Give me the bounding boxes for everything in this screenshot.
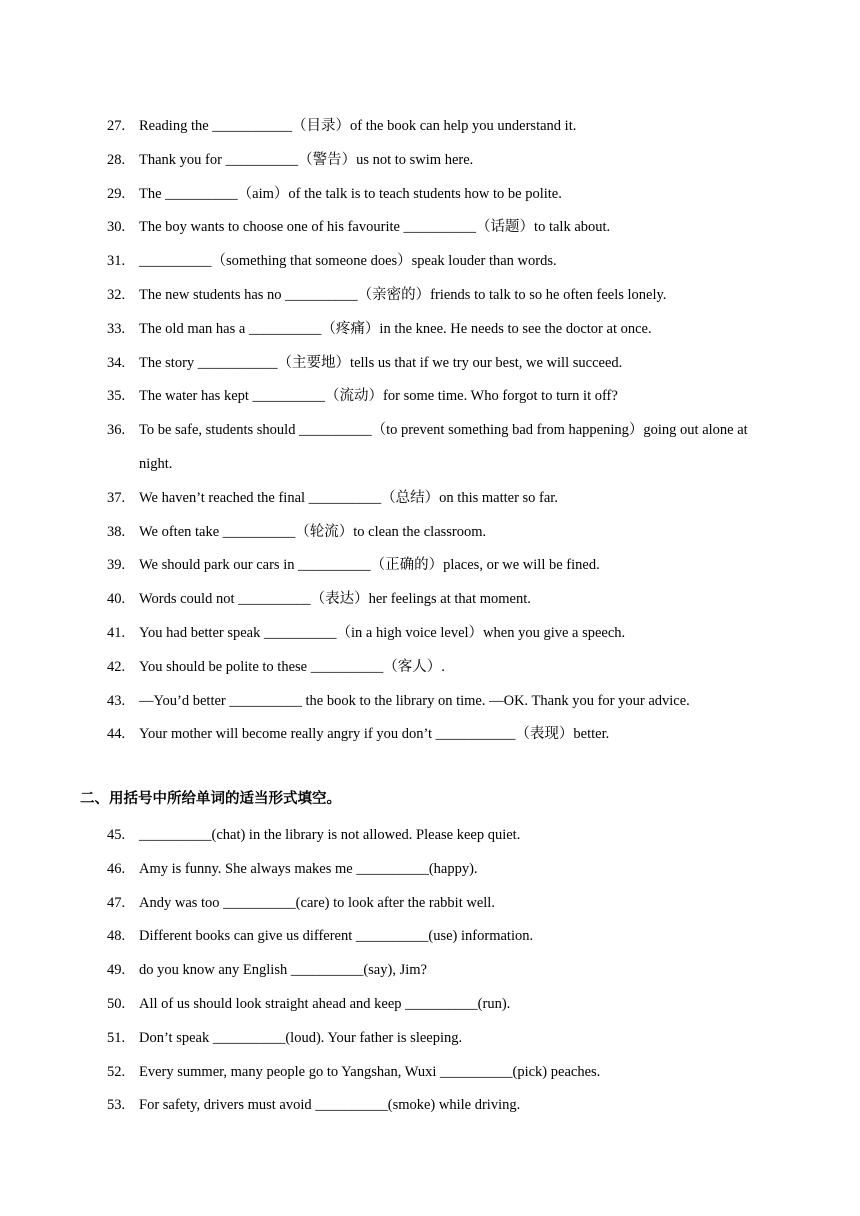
question-list-section-one [0, 110, 860, 752]
question-item [0, 651, 779, 685]
question-text: Different books can give us different __________(use) information. [139, 928, 534, 945]
question-item [0, 549, 779, 583]
question-text: __________（something that someone does）speak louder than words. [139, 253, 557, 270]
question-text: Words could not __________（表达）her feelings at that moment. [139, 591, 531, 608]
question-list-section-two [0, 819, 860, 1123]
question-item [0, 988, 779, 1022]
question-text: You should be polite to these __________（客人）. [139, 658, 445, 675]
question-item [0, 516, 779, 550]
question-text: The __________（aim）of the talk is to teach students how to be polite. [139, 185, 562, 202]
question-text: —You’d better __________ the book to the library on time. —OK. Thank you for your advice. [139, 692, 690, 709]
question-number: 47. [107, 894, 126, 911]
question-number: 30. [107, 219, 126, 236]
question-number: 45. [107, 827, 126, 843]
question-text: To be safe, students should __________（to prevent something bad from happening）going out alone at night. [139, 422, 748, 472]
question-number: 40. [107, 591, 126, 608]
question-item [0, 853, 779, 887]
question-item [0, 482, 779, 516]
question-text: Don’t speak __________(loud). Your father is sleeping. [139, 1029, 463, 1046]
question-number: 38. [107, 523, 126, 540]
question-text: For safety, drivers must avoid __________(smoke) while driving. [139, 1097, 521, 1114]
question-number: 33. [107, 320, 126, 337]
question-item [0, 313, 779, 347]
question-number: 42. [107, 658, 126, 675]
question-item [0, 178, 779, 212]
question-item [0, 887, 779, 921]
question-text: All of us should look straight ahead and keep __________(run). [139, 995, 511, 1012]
question-number: 35. [107, 388, 126, 405]
question-text: We haven’t reached the final __________（总结）on this matter so far. [139, 489, 558, 506]
question-item [0, 211, 779, 245]
question-item [0, 617, 779, 651]
question-number: 52. [107, 1063, 126, 1080]
question-item [0, 279, 779, 313]
question-item [0, 1022, 779, 1056]
question-number: 29. [107, 185, 126, 202]
question-number: 50. [107, 995, 126, 1012]
question-text: The water has kept __________（流动）for some time. Who forgot to turn it off? [139, 388, 618, 405]
question-item [0, 1056, 779, 1090]
question-number: 27. [107, 118, 126, 134]
question-text: Andy was too __________(care) to look after the rabbit well. [139, 894, 495, 911]
question-number: 34. [107, 354, 126, 371]
question-item [0, 685, 779, 719]
question-number: 49. [107, 962, 126, 979]
question-number: 51. [107, 1029, 126, 1046]
question-item [0, 718, 779, 752]
question-number: 39. [107, 557, 126, 574]
section-two-heading: 二、用括号中所给单词的适当形式填空。 [80, 791, 341, 807]
question-item [0, 245, 779, 279]
question-text: Amy is funny. She always makes me __________(happy). [139, 860, 478, 877]
question-text: We often take __________（轮流）to clean the classroom. [139, 523, 487, 540]
question-item [0, 819, 779, 853]
question-text: We should park our cars in __________（正确的）places, or we will be fined. [139, 557, 600, 574]
question-item [0, 414, 779, 482]
question-text: The story ___________（主要地）tells us that if we try our best, we will succeed. [139, 354, 623, 371]
question-text: Thank you for __________（警告）us not to swim here. [139, 151, 474, 168]
question-number: 32. [107, 286, 126, 303]
question-text: Every summer, many people go to Yangshan, Wuxi __________(pick) peaches. [139, 1063, 601, 1080]
question-item [0, 1089, 779, 1123]
question-item [0, 920, 779, 954]
question-number: 31. [107, 253, 126, 270]
question-number: 46. [107, 860, 126, 877]
question-number: 36. [107, 422, 126, 439]
question-item [0, 347, 779, 381]
question-number: 44. [107, 726, 126, 743]
question-number: 37. [107, 489, 126, 506]
question-item [0, 583, 779, 617]
question-item [0, 110, 779, 144]
question-text: You had better speak __________（in a high voice level）when you give a speech. [139, 624, 626, 641]
question-text: Reading the ___________（目录）of the book can help you understand it. [139, 118, 577, 134]
question-text: __________(chat) in the library is not allowed. Please keep quiet. [139, 827, 521, 843]
question-text: do you know any English __________(say), Jim? [139, 962, 427, 979]
question-item [0, 144, 779, 178]
question-text: The old man has a __________（疼痛）in the knee. He needs to see the doctor at once. [139, 320, 652, 337]
question-number: 41. [107, 624, 126, 641]
question-text: Your mother will become really angry if you don’t ___________（表现）better. [139, 726, 610, 743]
question-item [0, 380, 779, 414]
question-text: The new students has no __________（亲密的）friends to talk to so he often feels lonely. [139, 286, 667, 303]
question-number: 48. [107, 928, 126, 945]
question-text: The boy wants to choose one of his favourite __________（话题）to talk about. [139, 219, 611, 236]
question-item [0, 954, 779, 988]
question-number: 53. [107, 1097, 126, 1114]
question-number: 43. [107, 692, 126, 709]
question-number: 28. [107, 151, 126, 168]
